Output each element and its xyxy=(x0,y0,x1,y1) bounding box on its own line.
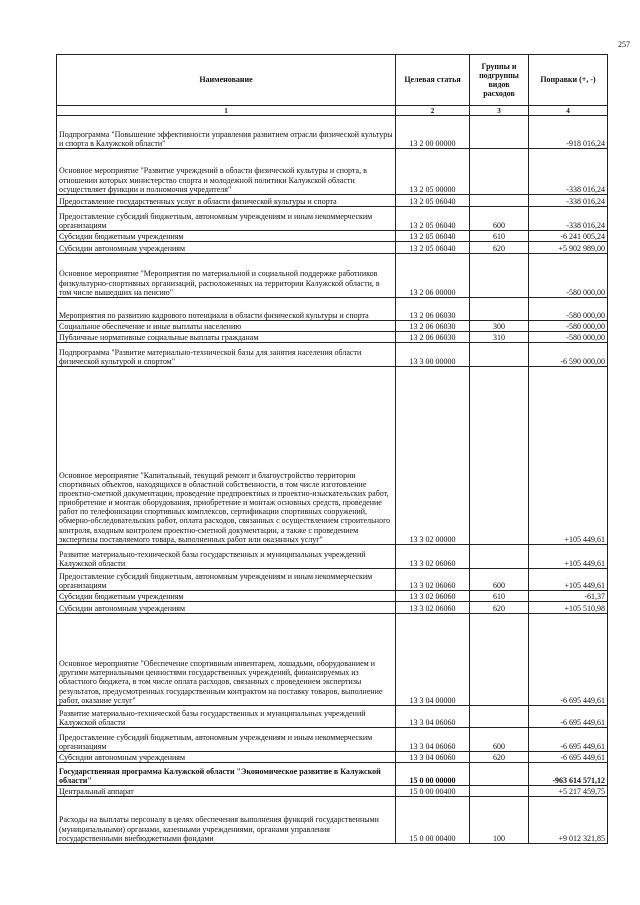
column-number: 4 xyxy=(529,106,608,116)
row-expense-group-cell xyxy=(470,786,529,797)
row-expense-group-cell xyxy=(470,545,529,569)
row-expense-group-cell: 310 xyxy=(470,332,529,343)
row-name-cell: Основное мероприятие "Развитие учреждений в области физической культуры и спорта, в отношении которых министерство спорта и молодежной политики Калужской области осуществляет функции и полномочия учредителя" xyxy=(57,149,396,195)
row-target-code-cell: 13 2 05 00000 xyxy=(396,149,470,195)
row-expense-group-cell: 610 xyxy=(470,231,529,242)
row-amendment-cell: -6 695 449,61 xyxy=(529,614,608,706)
row-name-cell: Подпрограмма "Повышение эффективности управления развитием отрасли физической культуры и спорта в Калужской области" xyxy=(57,116,396,149)
row-target-code-cell: 13 2 06 00000 xyxy=(396,254,470,298)
table-row xyxy=(57,614,608,706)
row-amendment-cell: -338 016,24 xyxy=(529,207,608,231)
row-target-code-cell: 13 3 02 06060 xyxy=(396,569,470,591)
table-row xyxy=(57,763,608,786)
row-name-cell: Развитие материально-технической базы государственных и муниципальных учреждений Калужской области xyxy=(57,545,396,569)
row-expense-group-cell xyxy=(470,706,529,728)
header-target-article: Целевая статья xyxy=(396,55,470,106)
table-row xyxy=(57,254,608,298)
row-expense-group-cell xyxy=(470,116,529,149)
table-row xyxy=(57,367,608,545)
column-number-row xyxy=(57,106,608,116)
table-row xyxy=(57,797,608,844)
table-row xyxy=(57,207,608,231)
row-name-cell: Социальное обеспечение и иные выплаты населению xyxy=(57,321,396,332)
row-target-code-cell: 13 3 04 06060 xyxy=(396,706,470,728)
row-name-cell: Основное мероприятие "Обеспечение спортивным инвентарем, лошадьми, оборудованием и другими материальными ценностями государственных учреждений, финансируемых из областного бюджета, в том числе оплата расходов, связанных с проведением экспертизы результатов, предусмотренных государственным контрактом на поставку товаров, выполнение работ, оказание услуг" xyxy=(57,614,396,706)
row-expense-group-cell: 610 xyxy=(470,591,529,602)
row-expense-group-cell xyxy=(470,298,529,321)
column-number: 3 xyxy=(470,106,529,116)
row-amendment-cell: -580 000,00 xyxy=(529,332,608,343)
row-expense-group-cell: 100 xyxy=(470,797,529,844)
row-expense-group-cell: 620 xyxy=(470,242,529,254)
row-expense-group-cell xyxy=(470,614,529,706)
row-amendment-cell: -580 000,00 xyxy=(529,254,608,298)
row-expense-group-cell: 620 xyxy=(470,752,529,763)
row-expense-group-cell xyxy=(470,763,529,786)
row-name-cell: Субсидии бюджетным учреждениям xyxy=(57,591,396,602)
table-row xyxy=(57,231,608,242)
row-amendment-cell: +5 217 459,75 xyxy=(529,786,608,797)
row-expense-group-cell xyxy=(470,343,529,367)
row-amendment-cell: -6 695 449,61 xyxy=(529,728,608,752)
row-name-cell: Предоставление субсидий бюджетным, автономным учреждениям и иным некоммерческим организациям xyxy=(57,207,396,231)
row-expense-group-cell xyxy=(470,367,529,545)
row-amendment-cell: +105 449,61 xyxy=(529,545,608,569)
row-target-code-cell: 15 0 00 00000 xyxy=(396,763,470,786)
row-amendment-cell: -918 016,24 xyxy=(529,116,608,149)
table-row xyxy=(57,149,608,195)
row-amendment-cell: +5 902 989,00 xyxy=(529,242,608,254)
header-amendments: Поправки (+, -) xyxy=(529,55,608,106)
row-target-code-cell: 13 3 04 00000 xyxy=(396,614,470,706)
page-number: 257 xyxy=(618,40,630,49)
row-amendment-cell: -580 000,00 xyxy=(529,321,608,332)
row-amendment-cell: -338 016,24 xyxy=(529,195,608,207)
table-row xyxy=(57,195,608,207)
row-name-cell: Основное мероприятие "Капитальный, текущий ремонт и благоустройство территории спортивных объектов, находящихся в областной собственности, в том числе изготовление проектно-сметной документации, проведение предпроектных и проектно-изыскательских работ, приобретение и монтаж оборудования, приобретение и монтаж основных средств, проведение работ по телефонизации спортивных комплексов, сертификации спортивных сооружений, обмерно-обследовательских работ, оплата расходов, связанных с осуществлением строительного контроля, входным контролем проектно-сметной документации, а также с проведением экспертизы поставляемого товара, выполненных работ или оказанных услуг" xyxy=(57,367,396,545)
row-amendment-cell: +105 449,61 xyxy=(529,569,608,591)
table-row xyxy=(57,706,608,728)
table-row xyxy=(57,116,608,149)
row-target-code-cell: 13 3 04 06060 xyxy=(396,728,470,752)
table-row xyxy=(57,752,608,763)
row-target-code-cell: 13 3 00 00000 xyxy=(396,343,470,367)
row-name-cell: Предоставление субсидий бюджетным, автономным учреждениям и иным некоммерческим организациям xyxy=(57,728,396,752)
row-expense-group-cell: 600 xyxy=(470,569,529,591)
row-amendment-cell: +9 012 321,85 xyxy=(529,797,608,844)
row-expense-group-cell xyxy=(470,254,529,298)
row-target-code-cell: 13 3 02 06060 xyxy=(396,602,470,614)
row-target-code-cell: 13 2 06 06030 xyxy=(396,298,470,321)
table-row xyxy=(57,569,608,591)
row-name-cell: Субсидии бюджетным учреждениям xyxy=(57,231,396,242)
row-name-cell: Государственная программа Калужской области "Экономическое развитие в Калужской области" xyxy=(57,763,396,786)
row-target-code-cell: 13 3 02 00000 xyxy=(396,367,470,545)
table-row xyxy=(57,298,608,321)
row-target-code-cell: 15 0 00 00400 xyxy=(396,797,470,844)
row-name-cell: Расходы на выплаты персоналу в целях обеспечения выполнения функций государственными (муниципальными) органами, казенными учреждениями, органами управления государственными внебюджетными фондами xyxy=(57,797,396,844)
table-row xyxy=(57,242,608,254)
row-expense-group-cell xyxy=(470,195,529,207)
row-target-code-cell: 13 3 02 06060 xyxy=(396,591,470,602)
table-row xyxy=(57,321,608,332)
header-name: Наименование xyxy=(57,55,396,106)
table-row xyxy=(57,343,608,367)
row-target-code-cell: 13 3 04 06060 xyxy=(396,752,470,763)
table-row xyxy=(57,786,608,797)
row-target-code-cell: 13 2 06 06030 xyxy=(396,332,470,343)
row-amendment-cell: -61,37 xyxy=(529,591,608,602)
row-amendment-cell: -6 590 000,00 xyxy=(529,343,608,367)
row-name-cell: Основное мероприятие "Мероприятия по материальной и социальной поддержке работников физкультурно-спортивных организаций, расположенных на территории Калужской области, в том числе вышедших на пенсию" xyxy=(57,254,396,298)
row-name-cell: Субсидии автономным учреждениям xyxy=(57,752,396,763)
column-number: 2 xyxy=(396,106,470,116)
row-target-code-cell: 13 2 05 06040 xyxy=(396,195,470,207)
row-target-code-cell: 13 3 02 06060 xyxy=(396,545,470,569)
row-amendment-cell: -338 016,24 xyxy=(529,149,608,195)
row-name-cell: Субсидии автономным учреждениям xyxy=(57,602,396,614)
row-target-code-cell: 13 2 05 06040 xyxy=(396,242,470,254)
row-expense-group-cell: 300 xyxy=(470,321,529,332)
table-header-row xyxy=(57,55,608,106)
row-name-cell: Предоставление государственных услуг в области физической культуры и спорта xyxy=(57,195,396,207)
column-number: 1 xyxy=(57,106,396,116)
row-target-code-cell: 13 2 05 06040 xyxy=(396,207,470,231)
row-target-code-cell: 15 0 00 00400 xyxy=(396,786,470,797)
row-amendment-cell: -963 614 571,12 xyxy=(529,763,608,786)
table-body xyxy=(57,116,608,844)
row-name-cell: Мероприятия по развитию кадрового потенциала в области физической культуры и спорта xyxy=(57,298,396,321)
row-amendment-cell: -6 695 449,61 xyxy=(529,752,608,763)
row-name-cell: Центральный аппарат xyxy=(57,786,396,797)
row-expense-group-cell: 600 xyxy=(470,207,529,231)
row-target-code-cell: 13 2 05 06040 xyxy=(396,231,470,242)
table-row xyxy=(57,602,608,614)
row-name-cell: Развитие материально-технической базы государственных и муниципальных учреждений Калужской области xyxy=(57,706,396,728)
row-name-cell: Субсидии автономным учреждениям xyxy=(57,242,396,254)
table-row xyxy=(57,591,608,602)
row-name-cell: Подпрограмма "Развитие материально-технической базы для занятия населения области физической культурой и спортом" xyxy=(57,343,396,367)
row-amendment-cell: +105 510,98 xyxy=(529,602,608,614)
header-expense-groups: Группы и подгруппы видов расходов xyxy=(470,55,529,106)
row-amendment-cell: -6 241 005,24 xyxy=(529,231,608,242)
row-expense-group-cell: 600 xyxy=(470,728,529,752)
row-target-code-cell: 13 2 00 00000 xyxy=(396,116,470,149)
row-amendment-cell: -6 695 449,61 xyxy=(529,706,608,728)
table-row xyxy=(57,332,608,343)
row-name-cell: Предоставление субсидий бюджетным, автономным учреждениям и иным некоммерческим организациям xyxy=(57,569,396,591)
table-row xyxy=(57,545,608,569)
row-amendment-cell: -580 000,00 xyxy=(529,298,608,321)
budget-amendments-table xyxy=(56,54,608,844)
table-row xyxy=(57,728,608,752)
row-name-cell: Публичные нормативные социальные выплаты гражданам xyxy=(57,332,396,343)
row-expense-group-cell xyxy=(470,149,529,195)
row-amendment-cell: +105 449,61 xyxy=(529,367,608,545)
row-expense-group-cell: 620 xyxy=(470,602,529,614)
row-target-code-cell: 13 2 06 06030 xyxy=(396,321,470,332)
